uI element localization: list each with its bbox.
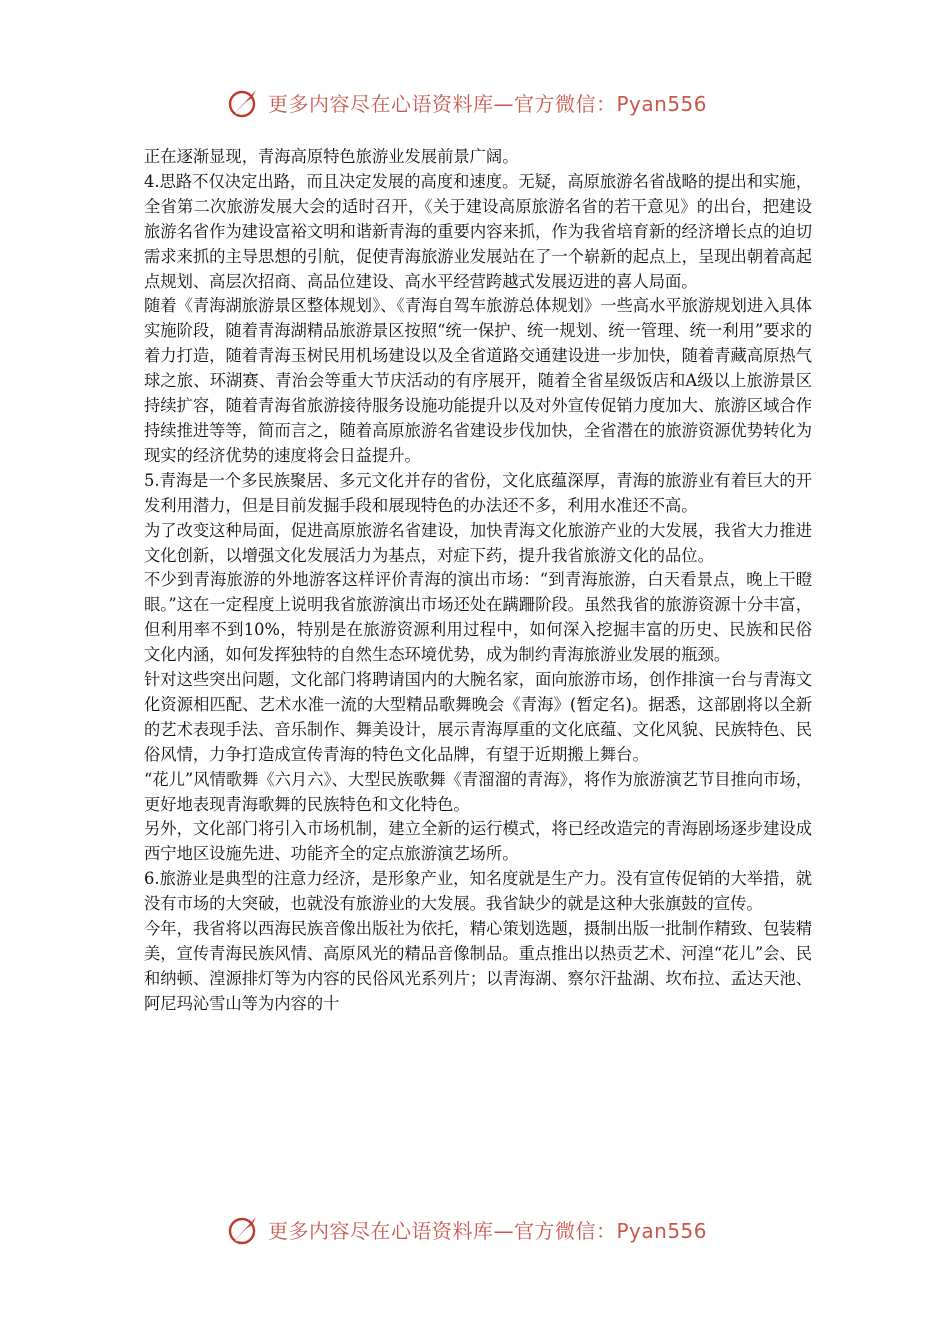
paragraph: 不少到青海旅游的外地游客这样评价青海的演出市场：“到青海旅游，白天看景点，晚上干瞪眼。”这在一定程度上说明我省旅游演出市场还处在蹒跚阶段。虽然我省的旅游资源十分丰富，但利用率不到10%，特别是在旅游资源利用过程中，如何深入挖掘丰富的历史、民族和民俗文化内涵，如何发挥独特的自然生态环境优势，成为制约青海旅游业发展的瓶颈。 [144,570,812,665]
paragraph: 针对这些突出问题，文化部门将聘请国内的大腕名家，面向旅游市场，创作排演一台与青海文化资源相匹配、艺术水准一流的大型精品歌舞晚会《青海》(暂定名)。据悉，这部剧将以全新的艺术表现手法、音乐制作、舞美设计，展示青海厚重的文化底蕴、文化风貌、民族特色、民俗风情，力争打造成宣传青海的特色文化品牌，有望于近期搬上舞台。 [144,670,812,764]
paragraph: “花儿”风情歌舞《六月六》、大型民族歌舞《青溜溜的青海》，将作为旅游演艺节目推向市场，更好地表现青海歌舞的民族特色和文化特色。 [144,769,812,814]
quill-logo-icon [226,1211,262,1247]
paragraph: 5.青海是一个多民族聚居、多元文化并存的省份，文化底蕴深厚，青海的旅游业有着巨大的开发利用潜力，但是目前发掘手段和展现特色的办法还不多，利用水准还不高。 [144,470,812,515]
paragraph: 正在逐渐显现，青海高原特色旅游业发展前景广阔。 [144,147,519,166]
paragraph: 随着《青海湖旅游景区整体规划》、《青海自驾车旅游总体规划》一些高水平旅游规划进入具体实施阶段，随着青海湖精品旅游景区按照“统一保护、统一规划、统一管理、统一利用”要求的着力打造，随着青海玉树民用机场建设以及全省道路交通建设进一步加快，随着青藏高原热气球之旅、环湖赛、青治会等重大节庆活动的有序展开，随着全省星级饭店和A级以上旅游景区持续扩容，随着青海省旅游接待服务设施功能提升以及对外宣传促销力度加大、旅游区域合作持续推进等等，简而言之，随着高原旅游名省建设步伐加快，全省潜在的旅游资源优势转化为现实的经济优势的速度将会日益提升。 [144,296,812,465]
paragraph: 4.思路不仅决定出路，而且决定发展的高度和速度。无疑，高原旅游名省战略的提出和实施，全省第二次旅游发展大会的适时召开，《关于建设高原旅游名省的若干意见》的出台，把建设旅游名省作为建设富裕文明和谐新青海的重要内容来抓，作为我省培育新的经济增长点的迫切需求来抓的主导思想的引航，促使青海旅游业发展站在了一个崭新的起点上，呈现出朝着高起点规划、高层次招商、高品位建设、高水平经营跨越式发展迈进的喜人局面。 [144,171,812,291]
watermark-text: 更多内容尽在心语资料库—官方微信：Pyan556 [268,1218,708,1243]
paragraph: 今年，我省将以西海民族音像出版社为依托，精心策划选题，摄制出版一批制作精致、包装精美，宣传青海民族风情、高原风光的精品音像制品。重点推出以热贡艺术、河湟“花儿”会、民和纳顿、湟源排灯等为内容的民俗风光系列片；以青海湖、察尔汗盐湖、坎布拉、孟达天池、阿尼玛沁雪山等为内容的十 [144,919,812,1013]
paragraph: 另外，文化部门将引入市场机制，建立全新的运行模式，将已经改造完的青海剧场逐步建设成西宁地区设施先进、功能齐全的定点旅游演艺场所。 [144,819,812,864]
document-body [144,145,812,1017]
paragraph: 为了改变这种局面，促进高原旅游名省建设，加快青海文化旅游产业的大发展，我省大力推进文化创新，以增强文化发展活力为基点，对症下药，提升我省旅游文化的品位。 [144,520,812,565]
watermark-text: 更多内容尽在心语资料库—官方微信：Pyan556 [268,91,708,116]
quill-logo-icon [226,84,262,120]
paragraph: 6.旅游业是典型的注意力经济，是形象产业，知名度就是生产力。没有宣传促销的大举措，就没有市场的大突破，也就没有旅游业的大发展。我省缺少的就是这种大张旗鼓的宣传。 [144,869,812,914]
footer-watermark [226,1209,746,1249]
header-watermark [226,82,746,122]
